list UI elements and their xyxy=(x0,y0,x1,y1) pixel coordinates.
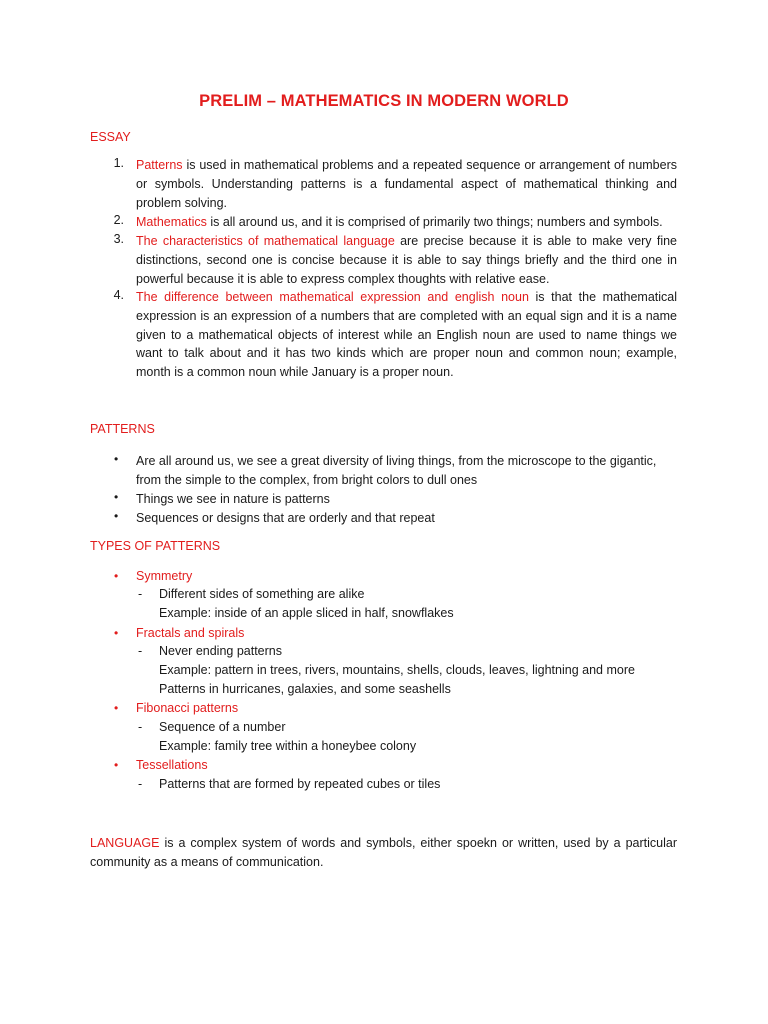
pattern-type-desc: Patterns that are formed by repeated cubes or tiles xyxy=(159,777,441,791)
bullet-icon: • xyxy=(114,626,119,640)
language-keyword: LANGUAGE xyxy=(90,836,160,850)
types-heading: TYPES OF PATTERNS xyxy=(90,539,221,553)
pattern-type-name: Tessellations xyxy=(136,758,208,772)
patterns-bullet: Are all around us, we see a great diversity of living things, from the microscope to the gigantic, from the simple to the complex, from bright colors to dull ones xyxy=(136,454,657,487)
bullet-icon: • xyxy=(114,758,119,772)
bullet-icon: • xyxy=(114,452,119,466)
pattern-type-example: Example: family tree within a honeybee colony xyxy=(159,739,417,753)
dash-icon: - xyxy=(138,644,143,658)
dash-icon: - xyxy=(138,720,143,734)
essay-item-text: is used in mathematical problems and a repeated sequence or arrangement of numbers or symbols. Understanding patterns is a fundamental aspect of mathematical thinking and problem solving. xyxy=(136,158,677,210)
essay-item-keyword: The characteristics of mathematical language xyxy=(136,234,395,248)
patterns-heading: PATTERNS xyxy=(90,422,155,436)
essay-item-number: 4. xyxy=(113,288,124,302)
bullet-icon: • xyxy=(114,509,119,523)
bullet-icon: • xyxy=(114,701,119,715)
essay-item-1 xyxy=(136,156,677,212)
dash-icon: - xyxy=(138,777,143,791)
essay-item-number: 3. xyxy=(113,232,124,246)
bullet-icon: • xyxy=(114,569,119,583)
pattern-type-example: Patterns in hurricanes, galaxies, and some seashells xyxy=(159,682,451,696)
pattern-type-desc: Different sides of something are alike xyxy=(159,587,365,601)
essay-item-text: is that the mathematical expression is an expression of a numbers that are completed with an equal sign and it is a name given to a mathematical objects of interest while an English noun are used to name things we want to talk about and it has two kinds which are proper noun and common noun; example, month is a common noun while January is a proper noun. xyxy=(136,290,677,380)
pattern-type-desc: Never ending patterns xyxy=(159,644,282,658)
page-title: PRELIM – MATHEMATICS IN MODERN WORLD xyxy=(199,92,569,110)
essay-heading: ESSAY xyxy=(90,130,131,144)
essay-item-2 xyxy=(136,213,677,232)
essay-item-text: is all around us, and it is comprised of primarily two things; numbers and symbols. xyxy=(206,215,663,229)
essay-item-number: 1. xyxy=(113,156,124,170)
pattern-type-name: Fibonacci patterns xyxy=(136,701,239,715)
essay-item-keyword: Mathematics xyxy=(136,215,207,229)
essay-item-4 xyxy=(136,288,677,382)
pattern-type-desc: Sequence of a number xyxy=(159,720,286,734)
dash-icon: - xyxy=(138,587,143,601)
language-paragraph xyxy=(90,834,677,872)
essay-item-3 xyxy=(136,232,677,288)
pattern-type-example: Example: pattern in trees, rivers, mountains, shells, clouds, leaves, lightning and more xyxy=(159,663,635,677)
language-text: is a complex system of words and symbols, either spoekn or written, used by a particular community as a means of communication. xyxy=(90,836,677,869)
pattern-type-name: Symmetry xyxy=(136,569,193,583)
patterns-bullet: Things we see in nature is patterns xyxy=(136,492,330,506)
bullet-icon: • xyxy=(114,490,119,504)
pattern-type-example: Example: inside of an apple sliced in half, snowflakes xyxy=(159,606,454,620)
pattern-type-name: Fractals and spirals xyxy=(136,626,245,640)
essay-item-keyword: The difference between mathematical expression and english noun xyxy=(136,290,529,304)
patterns-bullet: Sequences or designs that are orderly and that repeat xyxy=(136,511,435,525)
essay-item-number: 2. xyxy=(113,213,124,227)
essay-item-text: are precise because it is able to make very fine distinctions, second one is concise because it is able to say things briefly and the third one in powerful because it is able to express complex thoughts with relative ease. xyxy=(136,234,677,286)
essay-item-keyword: Patterns xyxy=(136,158,183,172)
